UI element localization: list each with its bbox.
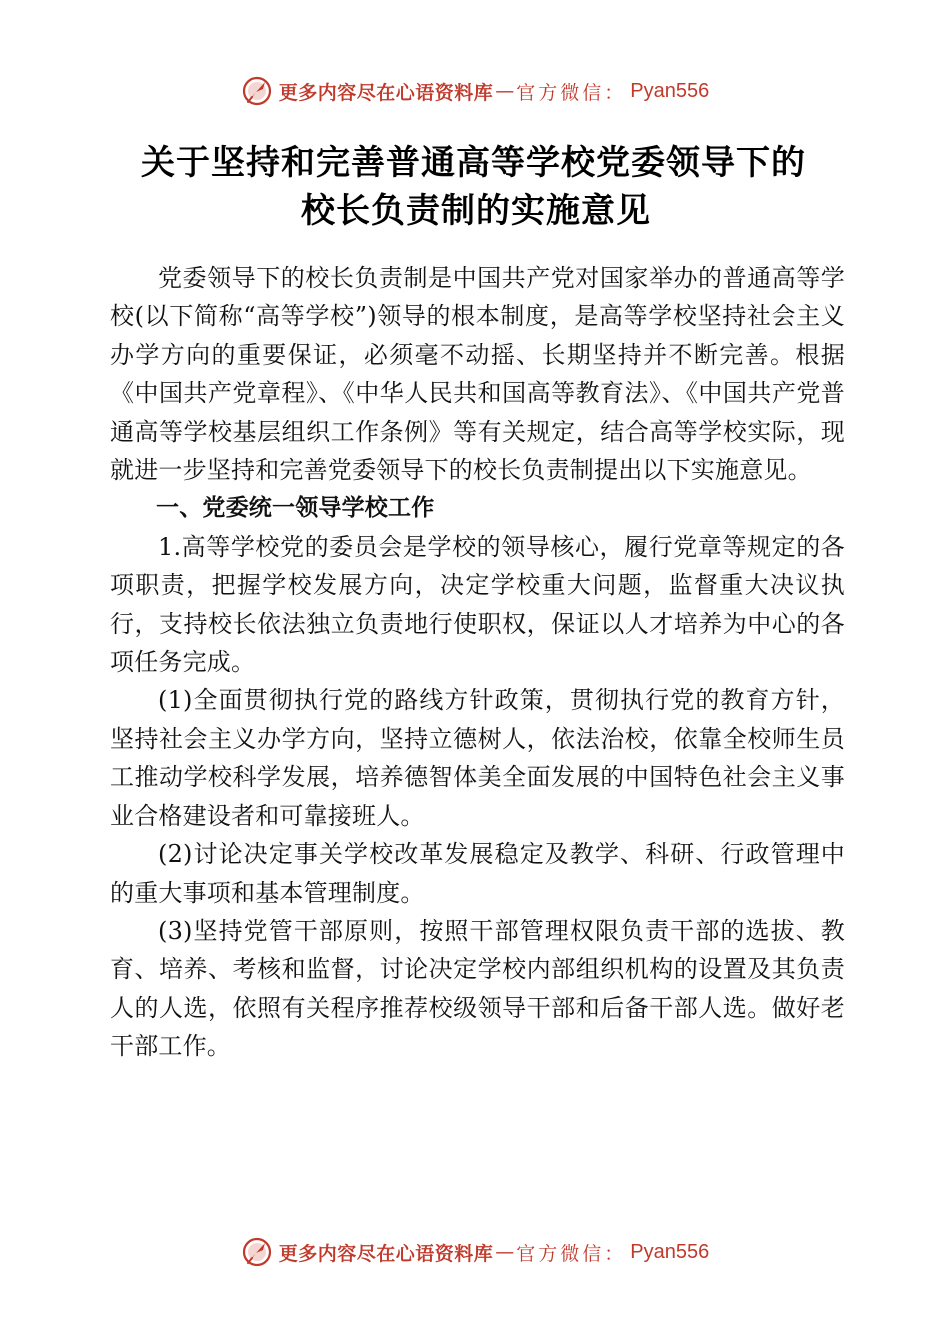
item-1-2-paragraph: (2)讨论决定事关学校改革发展稳定及教学、科研、行政管理中的重大事项和基本管理制度。	[110, 840, 845, 907]
banner-main-text: 更多内容尽在心语资料库	[278, 1242, 494, 1265]
banner-wechat-id: Pyan556	[630, 1240, 710, 1263]
banner-separator: —	[495, 1241, 515, 1263]
banner-wechat-id: Pyan556	[630, 79, 710, 102]
item-1-paragraph: 1.高等学校党的委员会是学校的领导核心，履行党章等规定的各项职责，把握学校发展方向，决定学校重大问题，监督重大决议执行，支持校长依法独立负责地行使职权，保证以人才培养为中心的各项任务完成。	[110, 532, 845, 677]
document-title-line-1: 关于坚持和完善普通高等学校党委领导下的	[141, 143, 806, 183]
banner-separator: —	[495, 80, 515, 102]
quill-pen-logo-icon	[241, 75, 273, 107]
quill-pen-logo-icon	[241, 1236, 273, 1268]
header-watermark-banner	[0, 71, 950, 111]
document-body	[110, 259, 845, 1066]
footer-watermark-banner	[0, 1232, 950, 1272]
banner-official-label: 官方微信：	[516, 1242, 627, 1265]
item-1-1-paragraph: (1)全面贯彻执行党的路线方针政策，贯彻执行党的教育方针，坚持社会主义办学方向，坚持立德树人，依法治校，依靠全校师生员工推动学校科学发展，培养德智体美全面发展的中国特色社会主义事业合格建设者和可靠接班人。	[110, 686, 845, 830]
intro-paragraph: 党委领导下的校长负责制是中国共产党对国家举办的普通高等学校(以下简称“高等学校”)领导的根本制度，是高等学校坚持社会主义办学方向的重要保证，必须毫不动摇、长期坚持并不断完善。根据《中国共产党章程》、《中华人民共和国高等教育法》、《中国共产党普通高等学校基层组织工作条例》等有关规定，结合高等学校实际，现就进一步坚持和完善党委领导下的校长负责制提出以下实施意见。	[110, 264, 845, 485]
banner-official-label: 官方微信：	[516, 81, 627, 104]
banner-main-text: 更多内容尽在心语资料库	[278, 81, 494, 104]
item-1-3-paragraph: (3)坚持党管干部原则，按照干部管理权限负责干部的选拔、教育、培养、考核和监督，讨论决定学校内部组织机构的设置及其负责人的人选，依照有关程序推荐校级领导干部和后备干部人选。做好老干部工作。	[110, 916, 845, 1061]
section-1-heading: 一、党委统一领导学校工作	[156, 495, 435, 522]
document-title-line-2: 校长负责制的实施意见	[301, 191, 651, 231]
